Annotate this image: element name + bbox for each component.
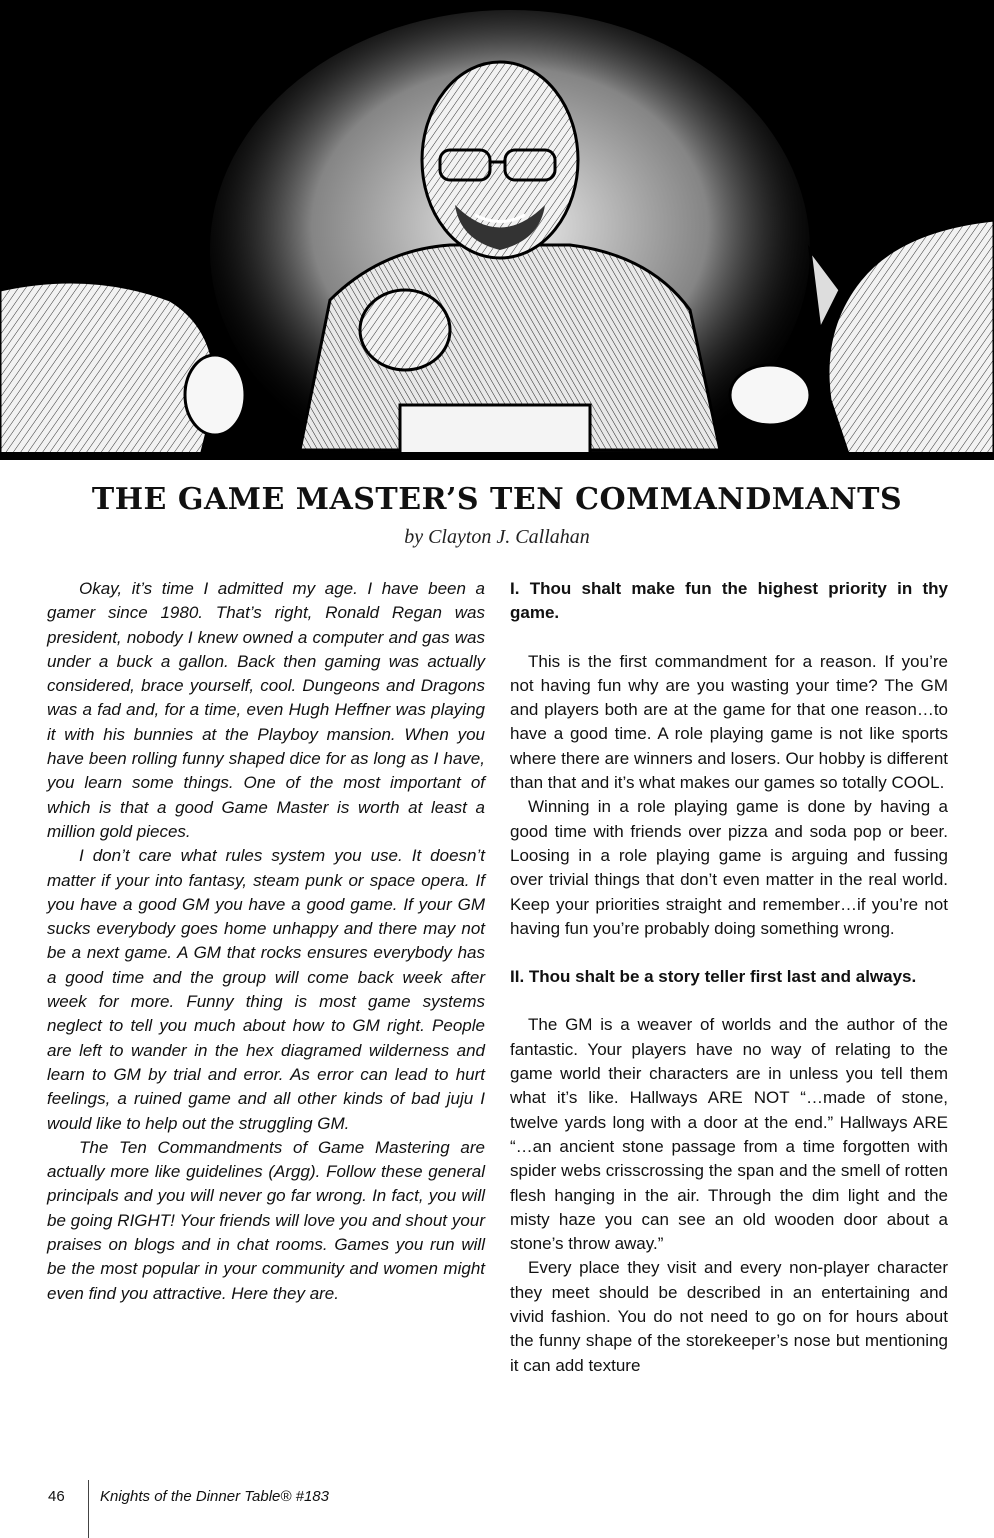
article-byline: by Clayton J. Callahan [404,526,590,548]
player-left-head [0,282,215,460]
game-master-drawing [0,0,994,460]
intro-paragraph: Okay, it’s time I admitted my age. I have been a gamer since 1980. That’s right, Ronald Regan was president, nobody I knew owned a computer and gas was under a buck a gallon. Back then gaming was actually considered, brace yourself, cool. Dungeons and Dragons was a fad and, for a time, even Hugh Heffner was playing it with his bunnies at the Playboy mansion. When you have been rolling funny shaped dice for as long as I have, you learn some things. One of the most important of which is that a good Game Master is worth at least a million gold pieces. [47,579,485,841]
commandment-paragraph: This is the first commandment for a reason. If you’re not having fun why are you wasting your time? The GM and players both are at the game for that one reason…to have a good time. A role playing game is not like sports where there are winners and losers. Our hobby is different than that and it’s what makes our games so totally COOL. [510,651,948,793]
commandments-column [510,577,948,1378]
commandment-heading: II. Thou shalt be a story teller first last and always. [510,967,917,987]
header-illustration [0,0,994,460]
commandment-heading: I. Thou shalt make fun the highest priority in thy game. [510,579,948,623]
footer-divider [88,1480,89,1538]
commandment-paragraph: Every place they visit and every non-player character they meet should be described in an entertaining and vivid fashion. You do not need to go on for hours about the funny shape of the storekeeper’s nose but mentioning it can add texture [510,1258,948,1375]
intro-paragraph: The Ten Commandments of Game Mastering are actually more like guidelines (Argg). Follow these general principals and you will never go far wrong. In fact, you will be going RIGHT! Your friends will love you and shout your praises on blogs and in chat rooms. Games you run will be the most popular in your community and women might even find you attractive. Here they are. [47,1137,485,1303]
intro-column [47,577,485,1306]
publication-name: Knights of the Dinner Table® #183 [100,1488,329,1505]
player-right-head [828,220,994,460]
commandment-paragraph: The GM is a weaver of worlds and the author of the fantastic. Your players have no way of relating to the game world their characters are in unless you tell them what it’s like. Hallways ARE NOT “…made of stone, twelve yards long with a door at the end.” Hallways ARE “…an ancient stone passage from a time forgotten with spider webs crisscrossing the span and the smell of rotten flesh hanging in the air. Through the dim light and the misty haze you can see an old wooden door about a stone’s throw away.” [510,1015,948,1254]
article-title: THE GAME MASTER’S TEN COMMANDMANTS [91,482,903,517]
gm-paper [400,405,590,460]
intro-paragraph: I don’t care what rules system you use. It doesn’t matter if your into fantasy, steam punk or space opera. If you have a good GM you have a good game. If your GM sucks everybody goes home unhappy and there may not be a next game. A GM that rocks ensures everybody has a good time and the group will come back week after week for more. Funny thing is most game systems neglect to tell you much about how to GM right. People are left to wander in the hex diagramed wilderness and learn to GM by trial and error. As error can lead to hurt feelings, a ruined game and all other kinds of bad juju I would like to help out the struggling GM. [47,846,485,1133]
commandment-paragraph: Winning in a role playing game is done by having a good time with friends over pizza and soda pop or beer. Loosing in a role playing game is arguing and fussing over trivial things that don’t even matter in the real world. Keep your priorities straight and remember…if you’re not having fun you’re probably doing something wrong. [510,797,948,938]
gm-fist [360,290,450,370]
page-number: 46 [48,1488,65,1505]
